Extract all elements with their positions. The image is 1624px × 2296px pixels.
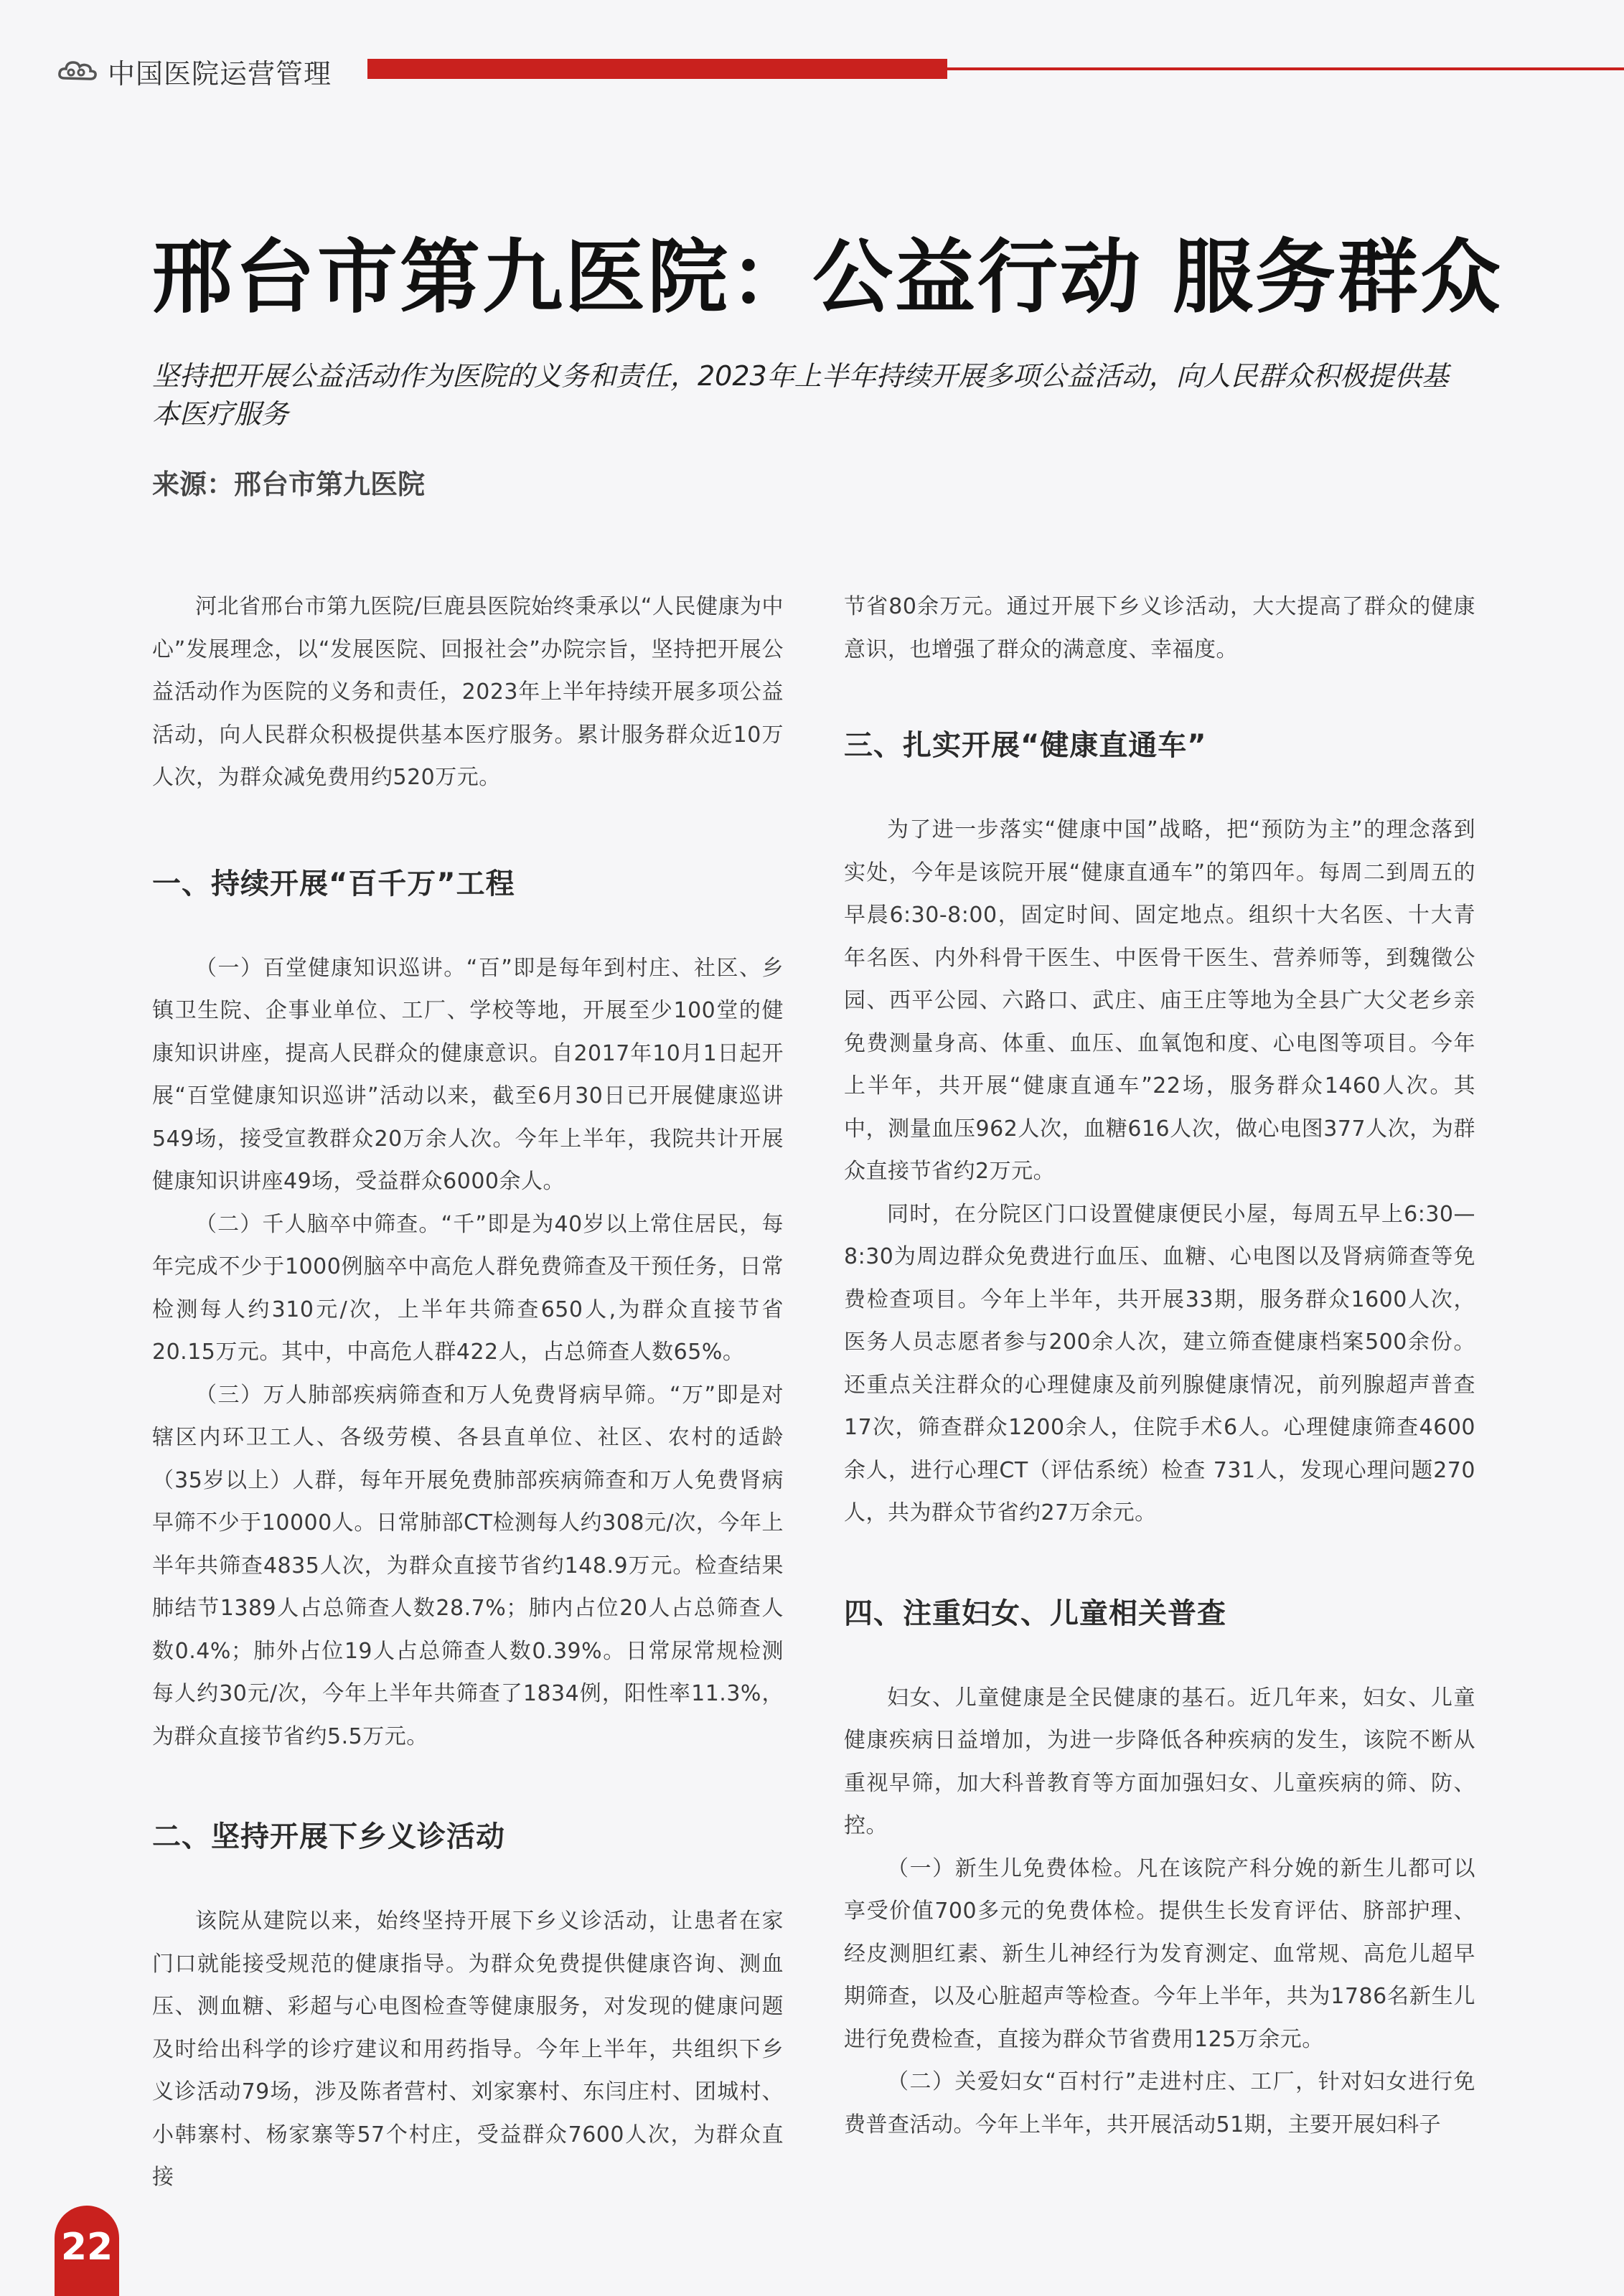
- article-subtitle: 坚持把开展公益活动作为医院的义务和责任，2023年上半年持续开展多项公益活动，向人民群众积极提供基本医疗服务: [152, 360, 1449, 430]
- paragraph-6: 同时，在分院区门口设置健康便民小屋，每周五早上6:30—8:30为周边群众免费进行血压、血糖、心电图以及肾病筛查等免费检查项目。今年上半年，共开展33期，服务群众1600人次，医务人员志愿者参与200余人次，建立筛查健康档案500余份。还重点关注群众的心理健康及前列腺健康情况，前列腺超声普查17次，筛查群众1200余人，住院手术6人。心理健康筛查4600余人，进行心理CT（评估系统）检查 731人，发现心理问题270人，共为群众节省约27万余元。: [844, 1201, 1475, 1525]
- header-accent-line: [947, 67, 1624, 70]
- section-heading-1: 一、持续开展“百千万”工程: [152, 867, 515, 900]
- paragraph-9: （二）关爱妇女“百村行”走进村庄、工厂，针对妇女进行免费普查活动。今年上半年，共开展活动51期，主要开展妇科子: [844, 2069, 1475, 2137]
- page-number: 22: [60, 2226, 113, 2269]
- paragraph-8: （一）新生儿免费体检。凡在该院产科分娩的新生儿都可以享受价值700多元的免费体检。提供生长发育评估、脐部护理、经皮测胆红素、新生儿神经行为发育测定、血常规、高危儿超早期筛查，以及心脏超声等检查。今年上半年，共为1786名新生儿进行免费检查，直接为群众节省费用125万余元。: [844, 1855, 1475, 2052]
- paragraph-2: （二）千人脑卒中筛查。“千”即是为40岁以上常住居民，每年完成不少于1000例脑卒中高危人群免费筛查及干预任务，日常检测每人约310元/次，上半年共筛查650人,为群众直接节省20.15万元。其中，中高危人群422人，占总筛查人数65%。: [152, 1211, 784, 1365]
- paragraph-7: 妇女、儿童健康是全民健康的基石。近几年来，妇女、儿童健康疾病日益增加，为进一步降低各种疾病的发生，该院不断从重视早筛，加大科普教育等方面加强妇女、儿童疾病的筛、防、控。: [844, 1685, 1475, 1838]
- brand-name: 中国医院运营管理: [108, 57, 332, 90]
- cloud-logo-icon: [57, 57, 98, 85]
- section-heading-3: 三、扎实开展“健康直通车”: [844, 729, 1207, 762]
- intro-paragraph: 河北省邢台市第九医院/巨鹿县医院始终秉承以“人民健康为中心”发展理念，以“发展医院、回报社会”办院宗旨，坚持把开展公益活动作为医院的义务和责任，2023年上半年持续开展多项公益活动，向人民群众积极提供基本医疗服务。累计服务群众近10万人次，为群众减免费用约520万元。: [152, 594, 784, 790]
- header: [57, 53, 332, 89]
- article-source: 来源：邢台市第九医院: [152, 469, 426, 500]
- section-heading-2: 二、坚持开展下乡义诊活动: [152, 1820, 505, 1853]
- left-column: [152, 585, 784, 2199]
- section-heading-4: 四、注重妇女、儿童相关普查: [844, 1596, 1226, 1630]
- paragraph-1: （一）百堂健康知识巡讲。“百”即是每年到村庄、社区、乡镇卫生院、企事业单位、工厂、学校等地，开展至少100堂的健康知识讲座，提高人民群众的健康意识。自2017年10月1日起开展“百堂健康知识巡讲”活动以来，截至6月30日已开展健康巡讲549场，接受宣教群众20万余人次。今年上半年，我院共计开展健康知识讲座49场，受益群众6000余人。: [152, 955, 784, 1194]
- header-accent-bar: [367, 59, 947, 79]
- paragraph-4: 该院从建院以来，始终坚持开展下乡义诊活动，让患者在家门口就能接受规范的健康指导。为群众免费提供健康咨询、测血压、测血糖、彩超与心电图检查等健康服务，对发现的健康问题及时给出科学的诊疗建议和用药指导。今年上半年，共组织下乡义诊活动79场，涉及陈者营村、刘家寨村、东闫庄村、团城村、小韩寨村、杨家寨等57个村庄，受益群众7600人次，为群众直接: [152, 1909, 784, 2190]
- article-title: 邢台市第九医院：公益行动 服务群众: [152, 231, 1503, 324]
- paragraph-3: （三）万人肺部疾病筛查和万人免费肾病早筛。“万”即是对辖区内环卫工人、各级劳模、各县直单位、社区、农村的适龄（35岁以上）人群，每年开展免费肺部疾病筛查和万人免费肾病早筛不少于10000人。日常肺部CT检测每人约308元/次，今年上半年共筛查4835人次，为群众直接节省约148.9万元。检查结果肺结节1389人占总筛查人数28.7%；肺内占位20人占总筛查人数0.4%；肺外占位19人占总筛查人数0.39%。日常尿常规检测每人约30元/次，今年上半年共筛查了1834例，阳性率11.3%，为群众直接节省约5.5万元。: [152, 1382, 784, 1749]
- paragraph-5: 为了进一步落实“健康中国”战略，把“预防为主”的理念落到实处，今年是该院开展“健康直通车”的第四年。每周二到周五的早晨6:30-8:00，固定时间、固定地点。组织十大名医、十大青年名医、内外科骨干医生、中医骨干医生、营养师等，到魏徵公园、西平公园、六路口、武庄、庙王庄等地为全县广大父老乡亲免费测量身高、体重、血压、血氧饱和度、心电图等项目。今年上半年，共开展“健康直通车”22场，服务群众1460人次。其中，测量血压962人次，血糖616人次，做心电图377人次，为群众直接节省约2万元。: [844, 817, 1475, 1184]
- continued-paragraph: 节省80余万元。通过开展下乡义诊活动，大大提高了群众的健康意识，也增强了群众的满意度、幸福度。: [844, 594, 1475, 662]
- right-column: [844, 585, 1475, 2146]
